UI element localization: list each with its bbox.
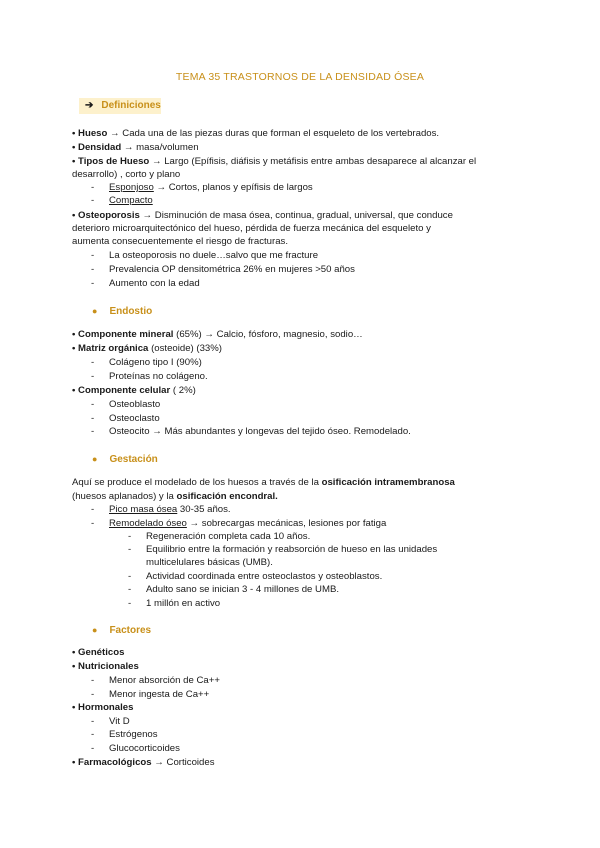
section-header-endostio xyxy=(92,306,152,317)
list-dash: - xyxy=(91,729,95,740)
list-dash: - xyxy=(128,571,132,582)
list-dash: - xyxy=(91,399,95,410)
list-item-esponjoso: Esponjoso → Cortos, planos y epífisis de largos xyxy=(109,182,313,193)
section-header-gestacion xyxy=(92,454,158,465)
item-farmacologicos: • Farmacológicos → Corticoides xyxy=(72,757,215,768)
sub-list-item: 1 millón en activo xyxy=(146,598,221,609)
list-item: La osteoporosis no duele…salvo que me fracture xyxy=(109,250,319,261)
item-nutricionales: • Nutricionales xyxy=(72,661,139,672)
list-dash: - xyxy=(91,675,95,686)
list-dash: - xyxy=(91,426,95,437)
item-geneticos: • Genéticos xyxy=(72,647,125,658)
list-dash: - xyxy=(91,413,95,424)
item-componente-mineral: • Componente mineral (65%) → Calcio, fósforo, magnesio, sodio… xyxy=(72,329,363,340)
list-dash: - xyxy=(128,544,132,555)
list-dash: - xyxy=(91,278,95,289)
list-item: Estrógenos xyxy=(109,729,158,740)
definition-densidad: • Densidad → masa/volumen xyxy=(72,142,199,153)
sub-list-item: Regeneración completa cada 10 años. xyxy=(146,531,311,542)
section-label: Definiciones xyxy=(101,100,161,111)
list-dash: - xyxy=(91,264,95,275)
section-label: Endostio xyxy=(109,306,153,317)
item-matriz-organica: • Matriz orgánica (osteoide) (33%) xyxy=(72,343,222,354)
list-item-remodelado-oseo: Remodelado óseo → sobrecargas mecánicas, lesiones por fatiga xyxy=(109,518,387,529)
list-dash: - xyxy=(91,357,95,368)
list-dash: - xyxy=(91,195,95,206)
bullet-icon: ● xyxy=(92,625,98,635)
list-dash: - xyxy=(91,743,95,754)
list-item: Glucocorticoides xyxy=(109,743,180,754)
arrow-icon: ➔ xyxy=(85,100,94,111)
definition-tipos-hueso: • Tipos de Hueso → Largo (Epífisis, diáfisis y metáfisis entre ambas desaparece al alcanzar el xyxy=(72,156,477,167)
bullet-icon: ● xyxy=(92,306,98,316)
list-item: Menor absorción de Ca++ xyxy=(109,675,220,686)
definition-tipos-hueso-cont: desarrollo) , corto y plano xyxy=(72,169,181,180)
sub-list-item: Equilibrio entre la formación y reabsorción de hueso en las unidades xyxy=(146,544,438,555)
list-item-pico-masa-osea: Pico masa ósea 30-35 años. xyxy=(109,504,231,515)
list-item: Vit D xyxy=(109,716,130,727)
sub-list-item: Actividad coordinada entre osteoclastos y osteoblastos. xyxy=(146,571,383,582)
list-item: Prevalencia OP densitométrica 26% en mujeres >50 años xyxy=(109,264,355,275)
list-item: Menor ingesta de Ca++ xyxy=(109,689,210,700)
list-dash: - xyxy=(91,250,95,261)
paragraph-line: (huesos aplanados) y la osificación encondral. xyxy=(72,491,278,502)
list-dash: - xyxy=(91,504,95,515)
definition-osteoporosis-cont: aumenta consecuentemente el riesgo de fracturas. xyxy=(72,236,288,247)
list-dash: - xyxy=(91,518,95,529)
list-dash: - xyxy=(128,584,132,595)
list-dash: - xyxy=(128,531,132,542)
list-item: Osteocito → Más abundantes y longevas del tejido óseo. Remodelado. xyxy=(109,426,411,437)
list-item: Proteínas no colágeno. xyxy=(109,371,208,382)
sub-list-item-cont: multicelulares básicas (UMB). xyxy=(146,557,273,568)
section-header-definiciones xyxy=(79,98,161,114)
list-item: Colágeno tipo I (90%) xyxy=(109,357,202,368)
definition-osteoporosis-cont: deterioro microarquitectónico del hueso, pérdida de fuerza mecánica del esqueleto y xyxy=(72,223,431,234)
list-dash: - xyxy=(128,598,132,609)
document-title: TEMA 35 TRASTORNOS DE LA DENSIDAD ÓSEA xyxy=(175,71,425,83)
section-header-factores xyxy=(92,625,151,636)
list-item-compacto: Compacto xyxy=(109,195,153,206)
paragraph-line: Aquí se produce el modelado de los huesos a través de la osificación intramembranosa xyxy=(72,477,455,488)
list-item: Osteoblasto xyxy=(109,399,161,410)
item-componente-celular: • Componente celular ( 2%) xyxy=(72,385,196,396)
list-item: Osteoclasto xyxy=(109,413,160,424)
section-label: Gestación xyxy=(109,454,158,465)
sub-list-item: Adulto sano se inician 3 - 4 millones de UMB. xyxy=(146,584,340,595)
definition-hueso: • Hueso → Cada una de las piezas duras que forman el esqueleto de los vertebrados. xyxy=(72,128,440,139)
list-dash: - xyxy=(91,689,95,700)
item-hormonales: • Hormonales xyxy=(72,702,134,713)
list-dash: - xyxy=(91,371,95,382)
definition-osteoporosis: • Osteoporosis → Disminución de masa ósea, continua, gradual, universal, que conduce xyxy=(72,210,453,221)
bullet-icon: ● xyxy=(92,454,98,464)
list-dash: - xyxy=(91,182,95,193)
section-label: Factores xyxy=(109,625,152,636)
list-dash: - xyxy=(91,716,95,727)
list-item: Aumento con la edad xyxy=(109,278,200,289)
